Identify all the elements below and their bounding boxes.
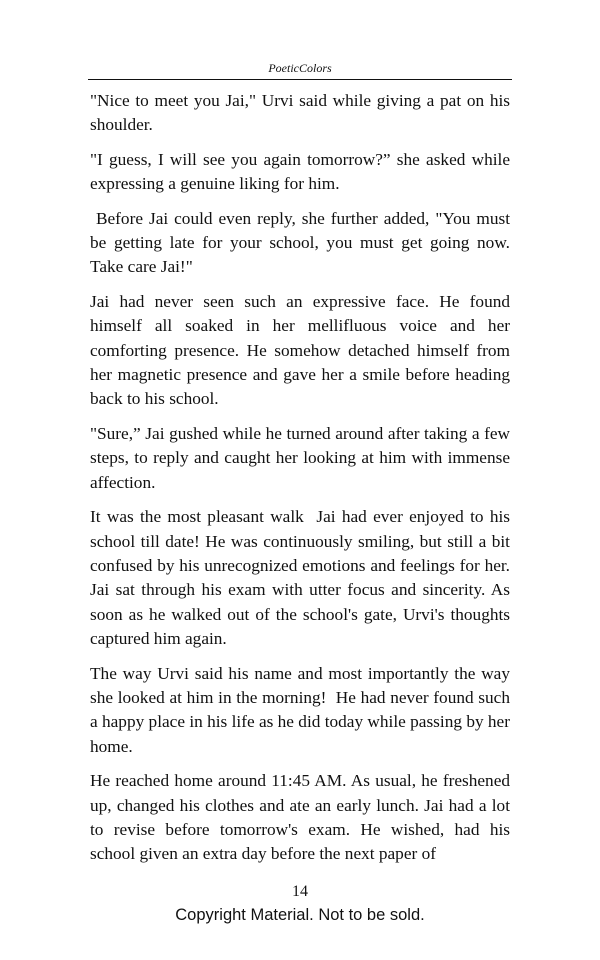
paragraph: The way Urvi said his name and most importantly the way she looked at him in the morning! He had never found such a happy place in his life as he did today while passing by her home. <box>90 663 515 756</box>
paragraph: He reached home around 11:45 AM. As usual, he freshened up, changed his clothes and ate an early lunch. Jai had a lot to revise before tomorrow's exam. He wished, had his school given an extra day before the next paper of <box>90 771 515 864</box>
paragraph: Before Jai could even reply, she further added, "You must be getting late for your school, you must get going now. Take care Jai!" <box>90 208 515 277</box>
paragraph: "Nice to meet you Jai," Urvi said while giving a pat on his shoulder. <box>90 91 515 135</box>
paragraph: It was the most pleasant walk Jai had ever enjoyed to his school till date! He was continuously smiling, but still a bit confused by his unrecognized emotions and feelings for her. Jai sat through his exam with utter focus and sincerity. As soon as he walked out of the school's gate, Urvi's thoughts captured him again. <box>90 507 519 649</box>
running-header: PoeticColors <box>268 61 332 75</box>
copyright-notice: Copyright Material. Not to be sold. <box>175 906 425 924</box>
paragraph: "Sure,” Jai gushed while he turned around after taking a few steps, to reply and caught her looking at him with immense affection. <box>90 423 515 492</box>
page-number: 14 <box>292 883 308 900</box>
paragraph: Jai had never seen such an expressive face. He found himself all soaked in her mellifluous voice and her comforting presence. He somehow detached himself from her magnetic presence and gave her a smile before heading back to his school. <box>90 291 515 409</box>
paragraph: "I guess, I will see you again tomorrow?” she asked while expressing a genuine liking for him. <box>90 149 515 194</box>
page-body <box>90 89 519 877</box>
header-divider <box>88 79 512 80</box>
